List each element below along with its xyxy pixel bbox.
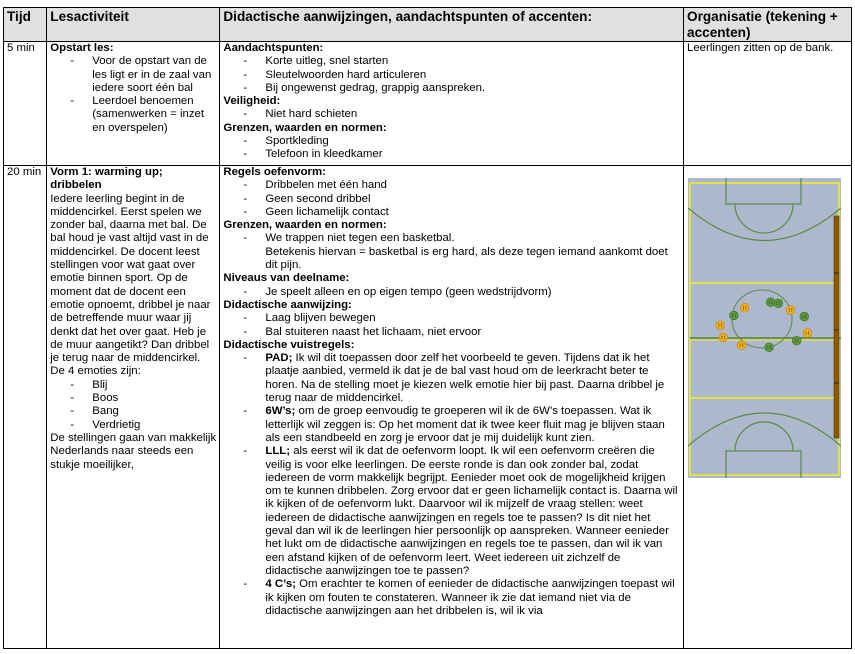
- list-item: - Voor de opstart van de les ligt er in de zaal van iedere soort één bal: [50, 55, 216, 95]
- rule-text: als eerst wil ik dat de oefenvorm loopt. Ik wil een oefenvorm creëren die veilig is voor elke leerlingen. De eerste ronde is dan ook zonder bal, zodat iedereen de vorm makkelijk begrijpt. Eenieder moet ook de mogelijkheid krijgen om te kunnen dribbelen. Zorg ervoor dat er geen lichamelijk contact is. Daarna wil ik kijken of de oefenvorm lukt. Daarvoor wil ik mijzelf de vraag stellen: weet iedereen de didactische aanwijzingen en regels toe te passen? Is dit niet het geval dan wil ik de leerlingen hier persoonlijk op aanspreken. Wanneer eenieder het lukt om de didactische aanwijzingen en regels toe te passen, dan wil ik van een afstand kijken of de oefenvorm leert. Weet iedereen uit zichzelf de didactische aanwijzingen toe te passen?: [265, 445, 678, 577]
- section-heading: Grenzen, waarden en normen:: [223, 121, 387, 134]
- rules-list: [223, 179, 680, 219]
- list-item: - Leerdoel benoemen (samenwerken = inzet en overspelen): [50, 95, 216, 135]
- player-icon: [765, 343, 774, 352]
- emotion-list: [50, 379, 216, 432]
- players-group: [716, 298, 812, 352]
- norms-item: - We trappen niet tegen een basketbal.: [265, 232, 455, 245]
- player-icon: [719, 333, 728, 342]
- section-heading: Aandachtspunten:: [223, 42, 324, 54]
- list-item: [223, 578, 680, 618]
- row-activity: [47, 42, 220, 166]
- rule-key: 6W’s;: [265, 405, 296, 418]
- attention-list: [223, 55, 680, 95]
- rule-key: 4 C’s;: [265, 578, 296, 591]
- table-row: [4, 42, 852, 166]
- list-item: - Niet hard schieten: [223, 108, 680, 121]
- activity-title: Vorm 1: warming up; dribbelen: [50, 166, 163, 192]
- player-icon: [730, 311, 739, 320]
- player-icon: [786, 306, 795, 315]
- lesson-plan-table: [3, 7, 852, 649]
- section-heading: Grenzen, waarden en normen:: [223, 219, 387, 232]
- list-item: - Sleutelwoorden hard articuleren: [223, 69, 680, 82]
- row-activity: [47, 166, 220, 649]
- list-item: - Bij ongewenst gedrag, grappig aanspreken.: [223, 82, 680, 95]
- levels-list: [223, 286, 680, 299]
- section-heading: Didactische vuistregels:: [223, 338, 355, 351]
- list-item: [223, 232, 680, 272]
- list-item: - Je speelt alleen en op eigen tempo (geen wedstrijdvorm): [223, 286, 680, 299]
- player-icon: [737, 341, 746, 350]
- row-organisation: Leerlingen zitten op de bank.: [684, 42, 852, 166]
- header-didactic: Didactische aanwijzingen, aandachtspunten of accenten:: [220, 8, 684, 42]
- section-heading: Didactische aanwijzing:: [223, 298, 352, 311]
- activity-list: [50, 55, 216, 135]
- rule-key: PAD;: [265, 352, 293, 365]
- row-didactic: [220, 166, 684, 649]
- list-item: - Boos: [50, 392, 216, 405]
- row-time: 20 min: [4, 166, 47, 649]
- norms-list: [223, 135, 680, 162]
- list-item: - Korte uitleg, snel starten: [223, 55, 680, 68]
- row-didactic: [220, 42, 684, 166]
- safety-list: [223, 108, 680, 121]
- player-icon: [792, 336, 801, 345]
- rule-text: Om erachter te komen of eenieder de didactische aanwijzingen toepast wil ik kijken om fouten te constateren. Wanneer ik zie dat iemand niet via de didactische aanwijzingen aan het dribbelen is, wil ik via: [265, 578, 675, 617]
- section-heading: Veiligheid:: [223, 95, 281, 108]
- row-time: 5 min: [4, 42, 47, 166]
- list-item: - Dribbelen met één hand: [223, 179, 680, 192]
- list-item: - Verdrietig: [50, 419, 216, 432]
- rules-of-thumb-list: [223, 352, 680, 618]
- list-item: - Geen second dribbel: [223, 193, 680, 206]
- list-item: - Geen lichamelijk contact: [223, 206, 680, 219]
- section-heading: Niveaus van deelname:: [223, 272, 350, 285]
- table-row: [4, 166, 852, 649]
- rule-text: om de groep eenvoudig te groeperen wil ik de 6W’s toepassen. Wat ik letterlijk wil zeggen is: Op het moment dat ik twee keer fluit mag je blijven staan als een standbeeld en zorg je ervoor dat je mij duidelijk kunt zien.: [265, 405, 665, 444]
- court-drawing: [688, 178, 841, 478]
- list-item: [223, 405, 680, 445]
- list-item: [223, 352, 680, 405]
- player-icon: [774, 299, 783, 308]
- norms-list: [223, 232, 680, 272]
- list-item: - Sportkleding: [223, 135, 680, 148]
- activity-outro: De stellingen gaan van makkelijk Nederlands naar steeds een stukje moeilijker,: [50, 431, 217, 471]
- player-icon: [716, 321, 725, 330]
- basketball-court-diagram: [688, 178, 841, 478]
- activity-intro: Iedere leerling begint in de middencirkel. Eerst spelen we zonder bal, daarna met bal. De bal houd je vast altijd vast in de middencirkel. De docent leest stellingen voor wat gaat over emotie binnen sport. Op de moment dat de docent een emotie opnoemt, dribbel je naar de betreffende muur waar jij denkt dat het over gaat. Heb je de muur aangetikt? Dan dribbel je terug naar de middencirkel. De 4 emoties zijn:: [50, 192, 211, 378]
- activity-title: Opstart les:: [50, 42, 114, 54]
- player-icon: [803, 329, 812, 338]
- header-time: Tijd: [4, 8, 47, 42]
- rule-key: LLL;: [265, 445, 291, 458]
- player-icon: [800, 312, 809, 321]
- list-item: - Telefoon in kleedkamer: [223, 148, 680, 161]
- list-item: - Bal stuiteren naast het lichaam, niet ervoor: [223, 326, 680, 339]
- header-row: [4, 8, 852, 42]
- list-item: - Laag blijven bewegen: [223, 312, 680, 325]
- list-item: [223, 445, 680, 578]
- instruction-list: [223, 312, 680, 339]
- list-item: - Blij: [50, 379, 216, 392]
- list-item: - Bang: [50, 405, 216, 418]
- norms-note: Betekenis hiervan = basketbal is erg hard, als deze tegen iemand aankomt doet dit pijn.: [265, 245, 668, 272]
- player-icon: [740, 303, 749, 312]
- section-heading: Regels oefenvorm:: [223, 166, 326, 178]
- header-activity: Lesactiviteit: [47, 8, 220, 42]
- row-organisation: [684, 166, 852, 649]
- player-icon: [766, 298, 775, 307]
- rule-text: Ik wil dit toepassen door zelf het voorbeeld te geven. Tijdens dat ik het plaatje aanbied, vermeld ik dat je de bal vast houd om de leerkracht beter te horen. Na de stelling moet je kiezen welk emotie hier bij past. Daarna dribbel je terug naar de middencirkel.: [265, 352, 665, 405]
- header-organisation: Organisatie (tekening + accenten): [684, 8, 852, 42]
